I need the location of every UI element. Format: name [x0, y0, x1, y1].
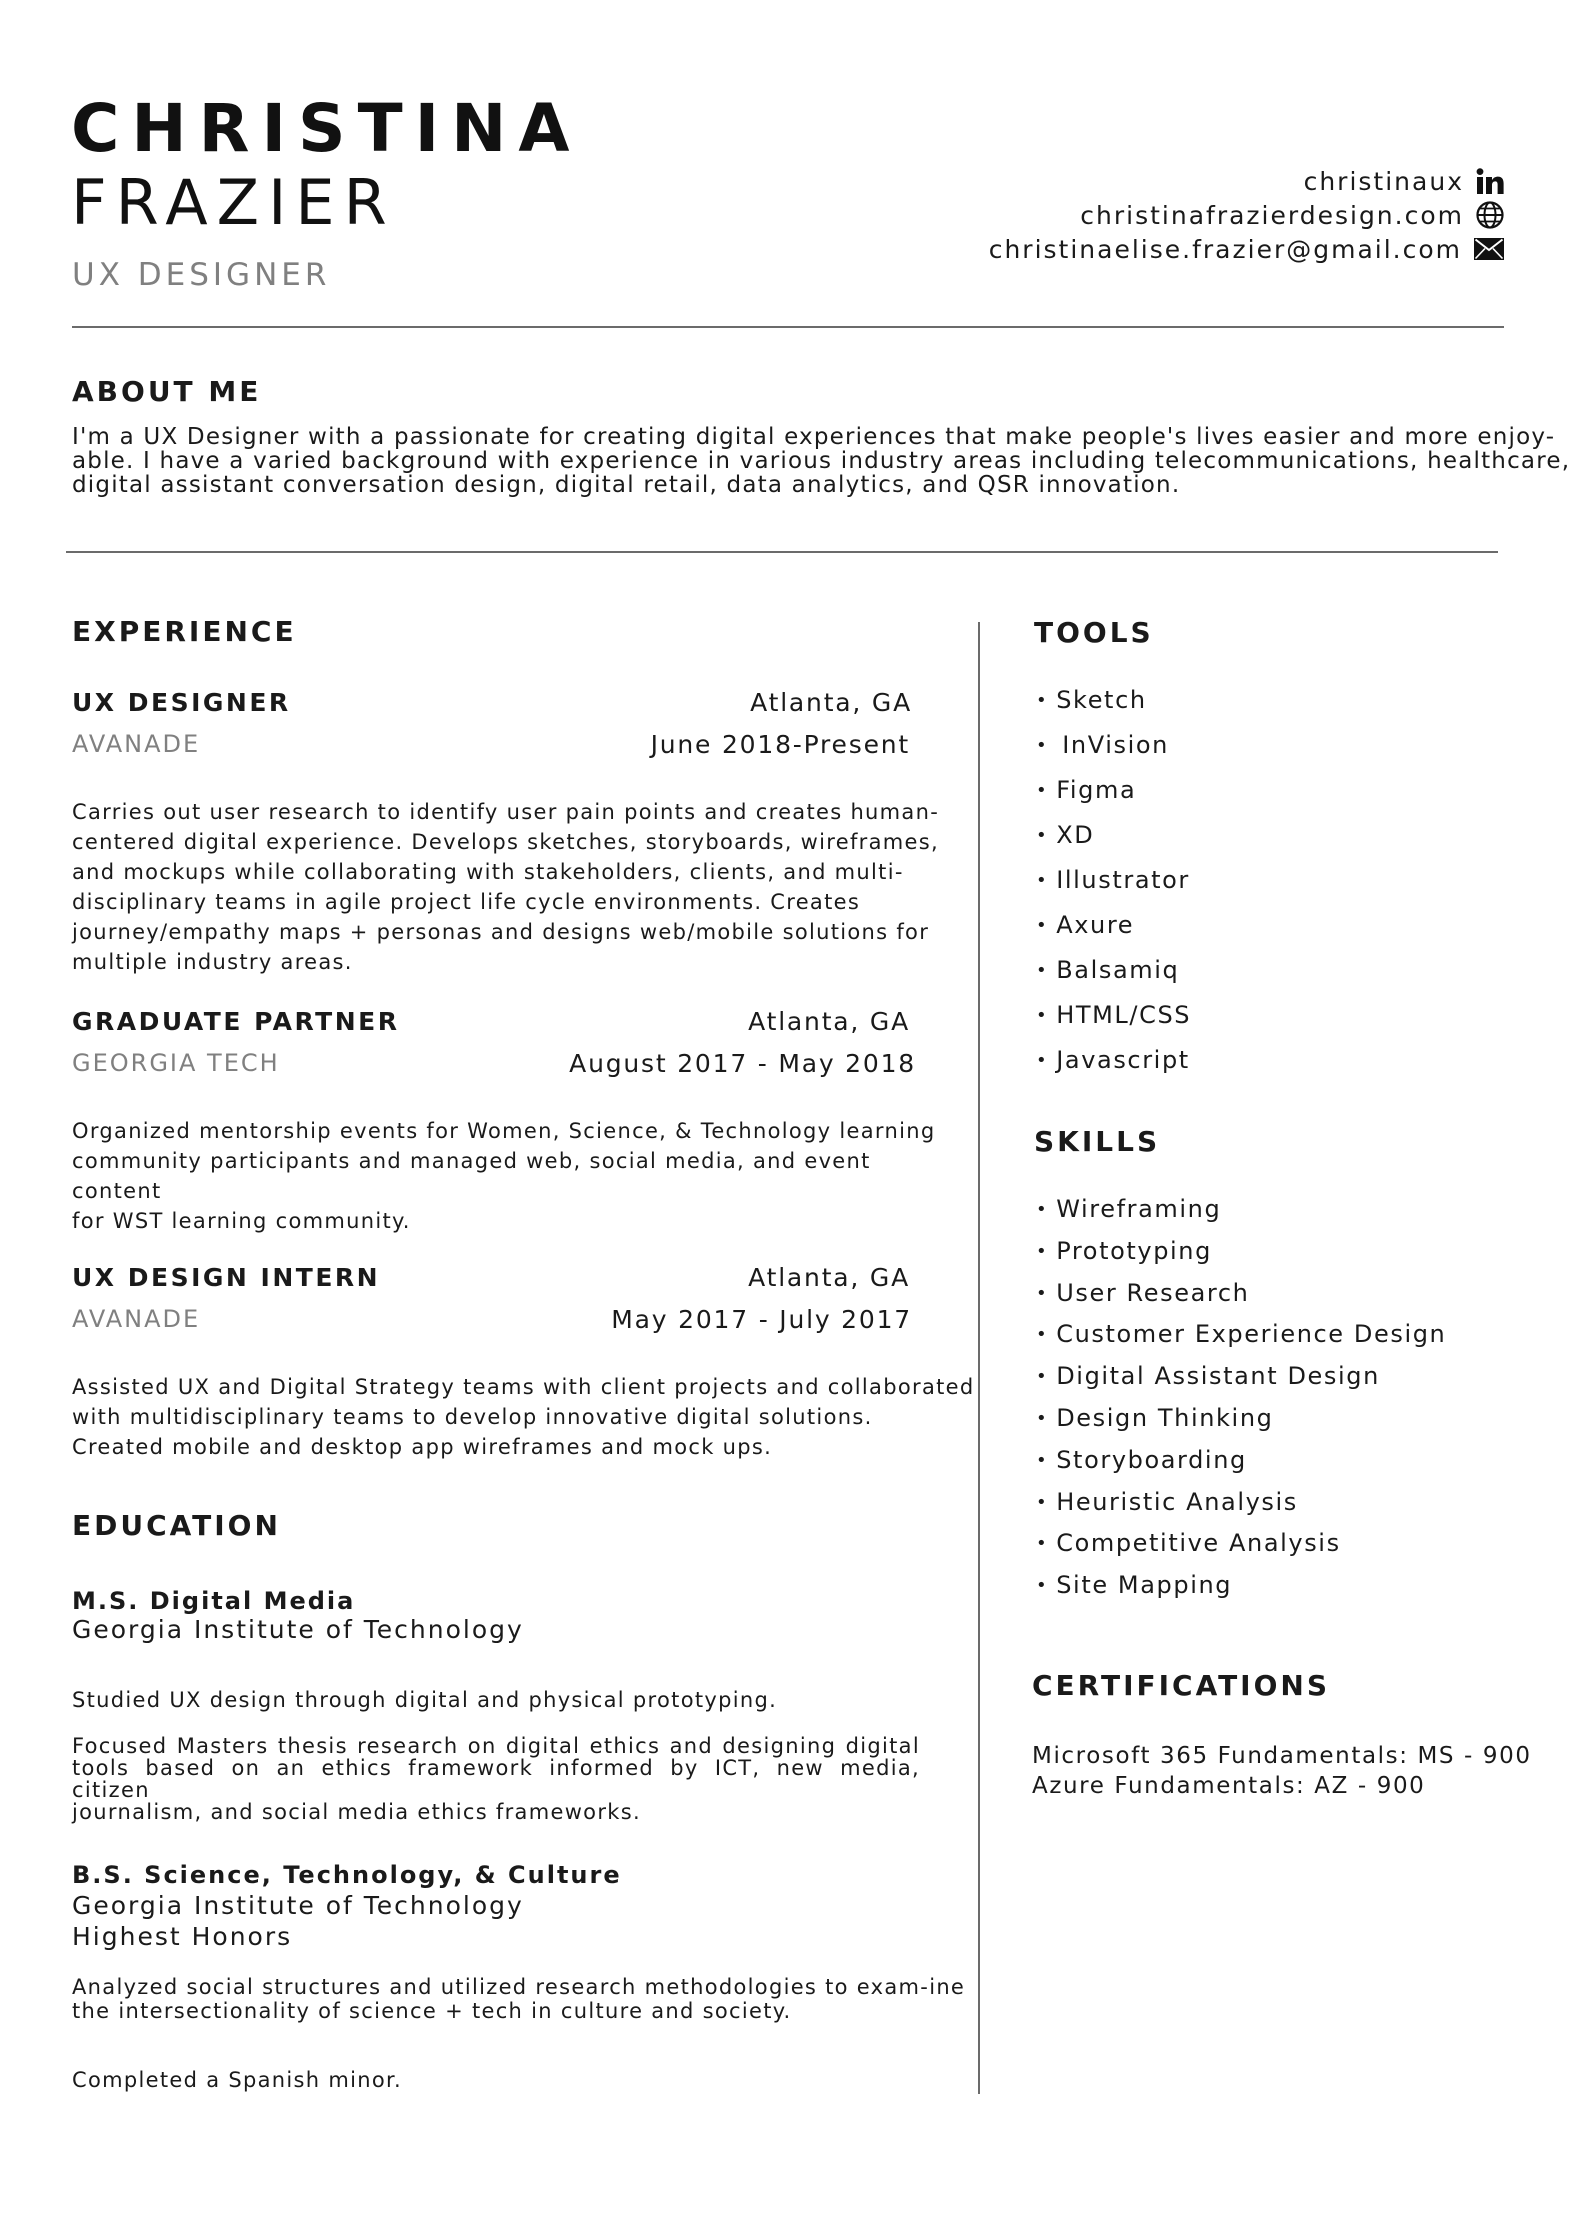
- first-name: CHRISTINA: [71, 90, 582, 167]
- contact-linkedin[interactable]: [1304, 166, 1504, 196]
- about-heading: ABOUT ME: [72, 375, 262, 408]
- website-link[interactable]: christinafrazierdesign.com: [1080, 200, 1464, 230]
- bullet: •: [1036, 1005, 1049, 1026]
- bullet: •: [1036, 1240, 1049, 1262]
- edu-paragraph: Studied UX design through digital and physical prototyping.: [72, 1688, 778, 1712]
- job-description: [72, 1116, 952, 1236]
- edu-line: Analyzed social structures and utilized research methodologies to exam-ine: [72, 1975, 966, 1999]
- edu-degree: M.S. Digital Media: [72, 1587, 356, 1615]
- list-item: • User Research: [1036, 1278, 1250, 1307]
- bullet: •: [1036, 1366, 1049, 1388]
- column-divider: [978, 622, 980, 2094]
- list-item: • Site Mapping: [1036, 1571, 1233, 1600]
- edu-paragraph: [72, 1735, 920, 1823]
- certifications-list: [1032, 1741, 1532, 1801]
- certification-item: Azure Fundamentals: AZ - 900: [1032, 1773, 1426, 1799]
- edu-line: the intersectionality of science + tech in culture and society.: [72, 1999, 792, 2023]
- edu-school: Georgia Institute of Technology: [72, 1615, 524, 1644]
- bullet: •: [1036, 1491, 1049, 1513]
- edu-line: journalism, and social media ethics frameworks.: [72, 1800, 641, 1824]
- bullet: •: [1036, 1199, 1049, 1220]
- skills-heading: SKILLS: [1034, 1125, 1161, 1158]
- bullet: •: [1036, 735, 1049, 756]
- about-line: able. I have a varied background with experience in various industry areas including telecommunications, healthcare,: [72, 448, 1570, 474]
- list-item: • Figma: [1036, 776, 1137, 804]
- description-line: Created mobile and desktop app wireframes and mock ups.: [72, 1435, 773, 1459]
- edu-line: tools based on an ethics framework informed by ICT, new media, citizen: [72, 1756, 920, 1802]
- job-dates: August 2017 - May 2018: [569, 1049, 916, 1078]
- description-line: Assisted UX and Digital Strategy teams with client projects and collaborated: [72, 1375, 975, 1399]
- job-role: GRADUATE PARTNER: [72, 1007, 400, 1036]
- description-line: for WST learning community.: [72, 1209, 411, 1233]
- bullet: •: [1036, 1407, 1049, 1429]
- bullet: •: [1036, 1533, 1049, 1555]
- job-location: Atlanta, GA: [748, 1263, 910, 1292]
- about-divider: [66, 551, 1498, 553]
- list-item: • HTML/CSS: [1036, 1001, 1192, 1029]
- edu-line: Focused Masters thesis research on digital ethics and designing digital: [72, 1734, 920, 1758]
- list-item: • Javascript: [1036, 1046, 1190, 1074]
- certification-item: Microsoft 365 Fundamentals: MS - 900: [1032, 1743, 1532, 1769]
- description-line: Organized mentorship events for Women, Science, & Technology learning: [72, 1119, 936, 1143]
- envelope-icon: [1474, 238, 1504, 260]
- list-item: • InVision: [1036, 731, 1169, 759]
- edu-school-name: Georgia Institute of Technology: [72, 1891, 524, 1920]
- edu-school: [72, 1890, 524, 1952]
- about-line: digital assistant conversation design, digital retail, data analytics, and QSR innovation.: [72, 472, 1181, 498]
- bullet: •: [1036, 690, 1049, 711]
- list-item: • Customer Experience Design: [1036, 1320, 1447, 1349]
- edu-honors: Highest Honors: [72, 1922, 293, 1951]
- list-item: • Wireframing: [1036, 1195, 1222, 1223]
- job-company: AVANADE: [72, 1305, 201, 1333]
- list-item: • Heuristic Analysis: [1036, 1487, 1298, 1516]
- bullet: •: [1036, 1324, 1049, 1346]
- list-item: • Storyboarding: [1036, 1445, 1247, 1474]
- description-line: with multidisciplinary teams to develop innovative digital solutions.: [72, 1405, 873, 1429]
- bullet: •: [1036, 1449, 1049, 1471]
- edu-paragraph: [72, 1975, 972, 2023]
- about-text: [72, 424, 1570, 498]
- bullet: •: [1036, 915, 1049, 936]
- email-link[interactable]: christinaelise.frazier@gmail.com: [988, 234, 1462, 264]
- job-description: [72, 797, 942, 977]
- job-location: Atlanta, GA: [748, 1007, 910, 1036]
- bullet: •: [1036, 960, 1049, 981]
- description-line: and mockups while collaborating with stakeholders, clients, and multi-: [72, 860, 904, 884]
- education-heading: EDUCATION: [72, 1509, 281, 1542]
- about-line: I'm a UX Designer with a passionate for creating digital experiences that make people's lives easier and more enjoy-: [72, 424, 1556, 450]
- job-dates: May 2017 - July 2017: [611, 1305, 912, 1334]
- list-item: • Sketch: [1036, 686, 1147, 714]
- description-line: journey/empathy maps + personas and designs web/mobile solutions for: [72, 920, 930, 944]
- linkedin-icon: [1476, 168, 1504, 194]
- job-role: UX DESIGNER: [72, 688, 291, 717]
- experience-heading: EXPERIENCE: [72, 615, 297, 648]
- list-item: • XD: [1036, 821, 1095, 849]
- description-line: Carries out user research to identify user pain points and creates human-: [72, 800, 940, 824]
- certifications-heading: CERTIFICATIONS: [1032, 1669, 1331, 1702]
- contact-website[interactable]: [1080, 200, 1504, 230]
- globe-icon: [1476, 201, 1504, 229]
- bullet: •: [1036, 1050, 1049, 1071]
- edu-degree: B.S. Science, Technology, & Culture: [72, 1861, 622, 1889]
- list-item: • Illustrator: [1036, 866, 1190, 894]
- last-name: FRAZIER: [71, 166, 396, 239]
- bullet: •: [1036, 780, 1049, 801]
- list-item: • Competitive Analysis: [1036, 1529, 1341, 1558]
- job-description: [72, 1372, 975, 1462]
- skills-list: [1036, 1197, 1446, 1615]
- description-line: multiple industry areas.: [72, 950, 353, 974]
- job-location: Atlanta, GA: [750, 688, 912, 717]
- job-role: UX DESIGN INTERN: [72, 1263, 381, 1292]
- job-dates: June 2018-Present: [650, 730, 910, 759]
- list-item: • Axure: [1036, 911, 1135, 939]
- description-line: community participants and managed web, social media, and event content: [72, 1149, 871, 1203]
- description-line: disciplinary teams in agile project life cycle environments. Creates: [72, 890, 861, 914]
- tools-heading: TOOLS: [1034, 616, 1154, 649]
- linkedin-handle[interactable]: christinaux: [1303, 166, 1464, 196]
- tools-list: [1036, 688, 1191, 1093]
- contact-email[interactable]: [989, 234, 1504, 264]
- job-title: UX DESIGNER: [72, 257, 331, 293]
- list-item: • Balsamiq: [1036, 956, 1180, 984]
- bullet: •: [1036, 1282, 1049, 1304]
- job-company: AVANADE: [72, 730, 201, 758]
- edu-paragraph: Completed a Spanish minor.: [72, 2068, 402, 2092]
- description-line: centered digital experience. Develops sketches, storyboards, wireframes,: [72, 830, 939, 854]
- list-item: • Prototyping: [1036, 1236, 1212, 1265]
- bullet: •: [1036, 1575, 1049, 1597]
- job-company: GEORGIA TECH: [72, 1049, 280, 1077]
- bullet: •: [1036, 825, 1049, 846]
- list-item: • Digital Assistant Design: [1036, 1362, 1380, 1391]
- list-item: • Design Thinking: [1036, 1403, 1274, 1432]
- bullet: •: [1036, 870, 1049, 891]
- header-divider: [72, 326, 1504, 328]
